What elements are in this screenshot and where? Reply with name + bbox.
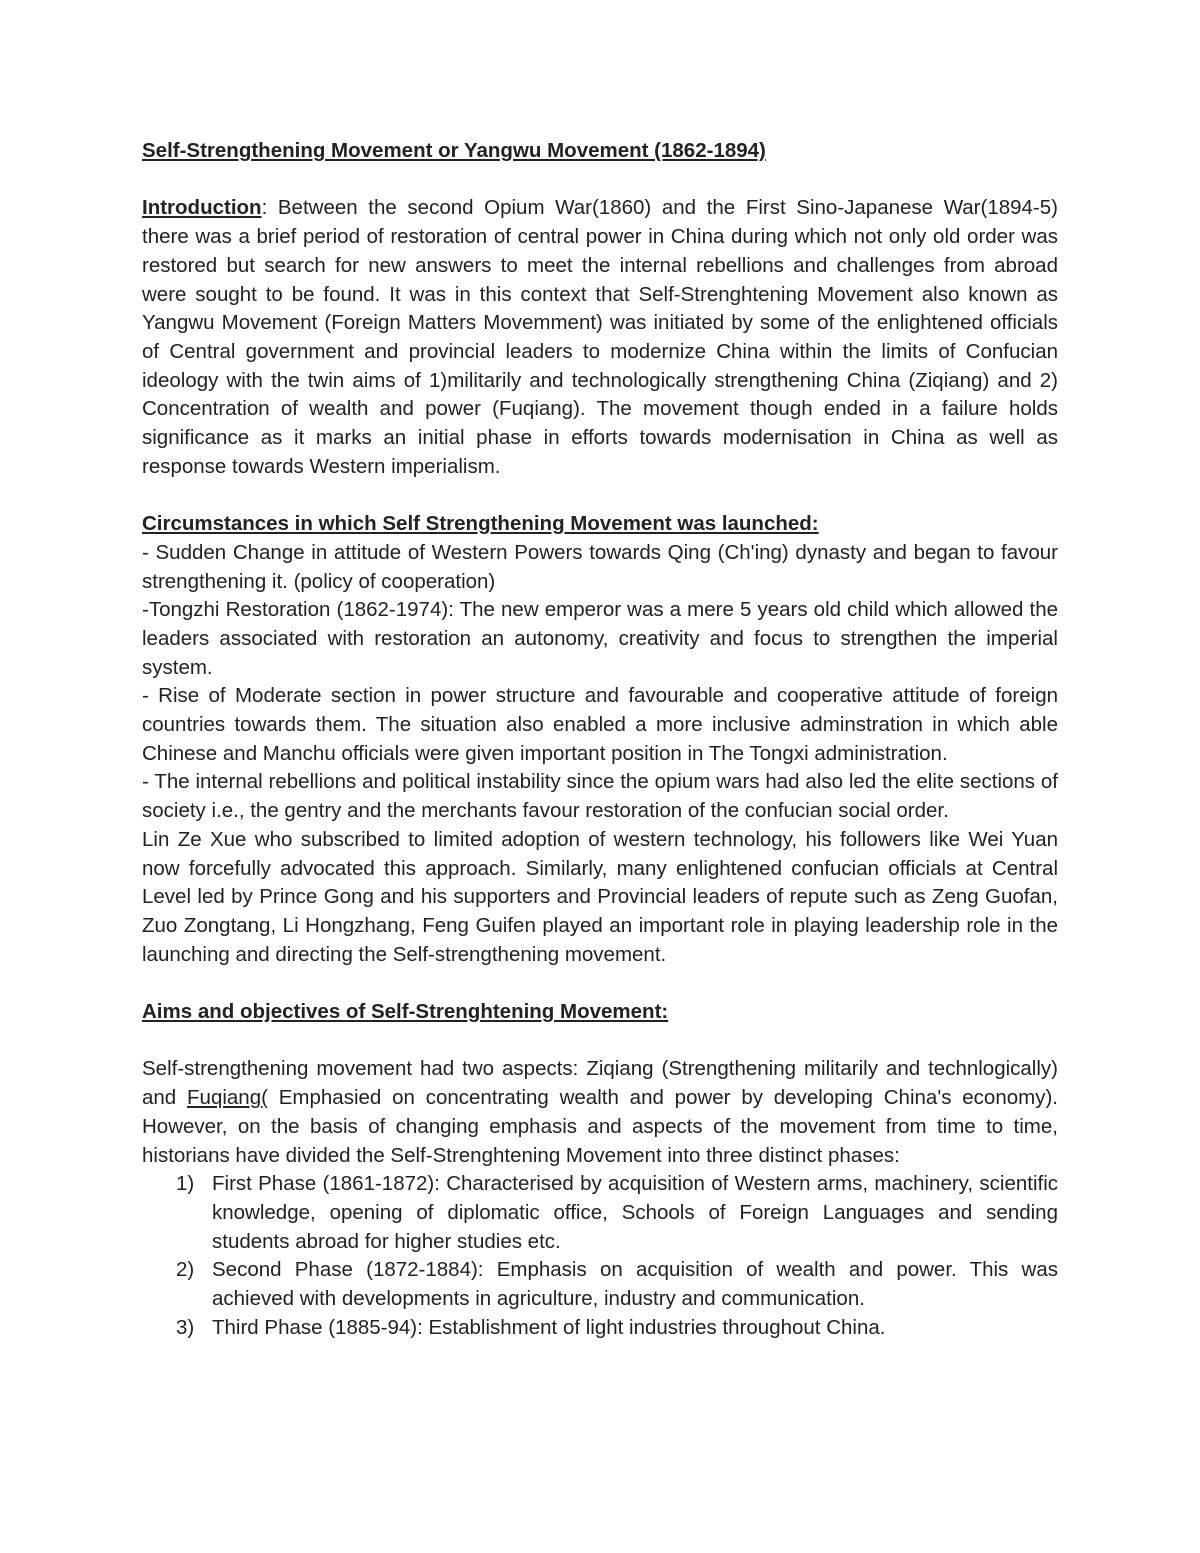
circumstance-point: - Sudden Change in attitude of Western Powers towards Qing (Ch'ing) dynasty and began to favour strengthening it. (policy of cooperation) bbox=[142, 540, 1058, 593]
list-item-number: 2) bbox=[176, 1258, 195, 1282]
list-item bbox=[142, 1170, 1058, 1256]
circumstance-point: - Rise of Moderate section in power structure and favourable and cooperative attitude of foreign countries towards them. The situation also enabled a more inclusive adminstration in which able Chinese and Manchu officials were given important position in The Tongxi administration. bbox=[142, 684, 1058, 765]
list-item-text: Second Phase (1872-1884): Emphasis on acquisition of wealth and power. This was achieved with developments in agriculture, industry and communication. bbox=[212, 1258, 1058, 1311]
introduction-text: : Between the second Opium War(1860) and the First Sino-Japanese War(1894-5) there was a brief period of restoration of central power in China during which not only old order was restored but search for new answers to meet the internal rebellions and challenges from abroad were sought to be found. It was in this context that Self-Strenghtening Movement also known as Yangwu Movement (Foreign Matters Movemment) was initiated by some of the enlightened officials of Central government and provincial leaders to modernize China within the limits of Confucian ideology with the twin aims of 1)militarily and technologically strengthening China (Ziqiang) and 2) Concentration of wealth and power (Fuqiang). The movement though ended in a failure holds significance as it marks an initial phase in efforts towards modernisation in China as well as response towards Western imperialism. bbox=[142, 196, 1058, 478]
circumstances-heading: Circumstances in which Self Strengthening Movement was launched: bbox=[142, 512, 819, 536]
circumstance-point: -Tongzhi Restoration (1862-1974): The new emperor was a mere 5 years old child which allowed the leaders associated with restoration an autonomy, creativity and focus to strengthen the imperial system. bbox=[142, 598, 1058, 679]
list-item-text: First Phase (1861-1872): Characterised by acquisition of Western arms, machinery, scientific knowledge, opening of diplomatic office, Schools of Foreign Languages and sending students abroad for higher studies etc. bbox=[212, 1172, 1058, 1253]
phases-list bbox=[142, 1170, 1058, 1342]
circumstance-point: Lin Ze Xue who subscribed to limited adoption of western technology, his followers like Wei Yuan now forcefully advocated this approach. Similarly, many enlightened confucian officials at Central Level led by Prince Gong and his supporters and Provincial leaders of repute such as Zeng Guofan, Zuo Zongtang, Li Hongzhang, Feng Guifen played an important role in playing leadership role in the launching and directing the Self-strengthening movement. bbox=[142, 827, 1058, 966]
circumstance-point: - The internal rebellions and political instability since the opium wars had also led the elite sections of society i.e., the gentry and the merchants favour restoration of the confucian social order. bbox=[142, 770, 1058, 823]
spacer bbox=[142, 1027, 1058, 1056]
list-item-text: Third Phase (1885-94): Establishment of light industries throughout China. bbox=[212, 1315, 886, 1339]
list-item-number: 3) bbox=[176, 1315, 195, 1339]
introduction-label: Introduction bbox=[142, 196, 262, 220]
aims-paragraph bbox=[142, 1055, 1058, 1170]
list-item bbox=[142, 1256, 1058, 1313]
aims-text-end: Emphasied on concentrating wealth and power by developing China's economy). However, on the basis of changing emphasis and aspects of the movement from time to time, historians have divided the Self-Strenghtening Movement into three distinct phases: bbox=[142, 1086, 1058, 1167]
list-item-number: 1) bbox=[176, 1172, 195, 1196]
spacer bbox=[142, 166, 1058, 195]
document-title: Self-Strengthening Movement or Yangwu Movement (1862-1894) bbox=[142, 139, 766, 162]
aims-heading: Aims and objectives of Self-Strenghtening Movement: bbox=[142, 1000, 669, 1024]
spacer bbox=[142, 481, 1058, 510]
fuqiang-term: Fuqiang( bbox=[187, 1086, 268, 1110]
introduction-paragraph bbox=[142, 194, 1058, 481]
document-page bbox=[142, 137, 1058, 1342]
spacer bbox=[142, 969, 1058, 998]
aims-text-start: Self-strengthening movement had two aspects: Ziqiang (Strengthening militarily and technlogically) and bbox=[142, 1057, 1058, 1110]
list-item bbox=[142, 1314, 1058, 1343]
